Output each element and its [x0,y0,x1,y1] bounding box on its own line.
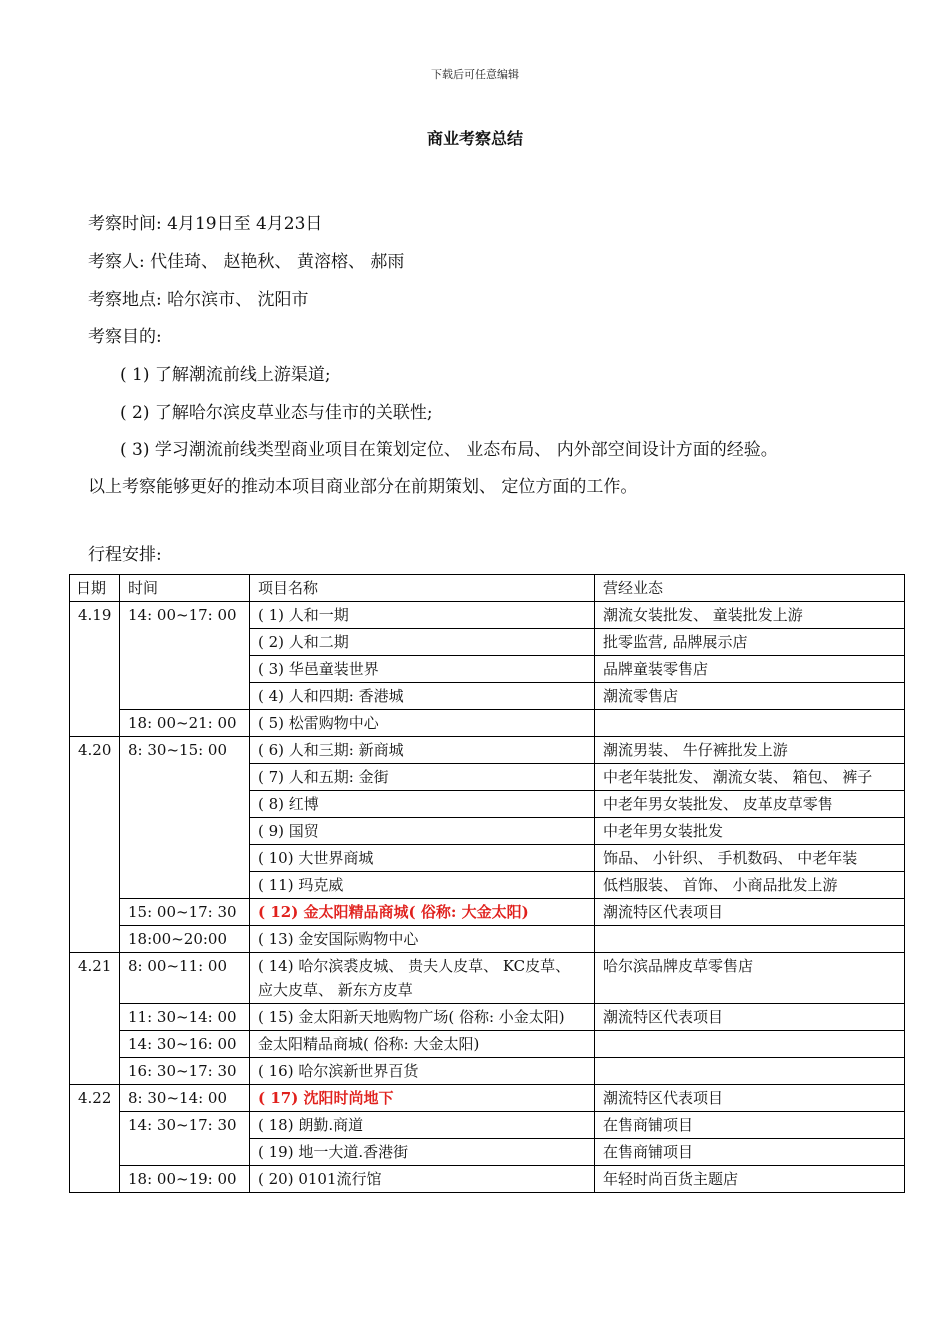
business-cell [595,1031,905,1058]
time-cell: 14: 30~16: 00 [120,1031,250,1058]
business-cell: 在售商铺项目 [595,1139,905,1166]
date-cell: 4.19 [70,602,120,737]
project-cell: ( 10) 大世界商城 [250,845,595,872]
business-cell: 低档服装、 首饰、 小商品批发上游 [595,872,905,899]
table-header-row [70,575,905,602]
project-cell-highlighted: ( 17) 沈阳时尚地下 [250,1085,595,1112]
schedule-label: 行程安排: [88,545,162,565]
project-cell: ( 5) 松雷购物中心 [250,710,595,737]
time-cell: 18: 00~19: 00 [120,1166,250,1193]
time-cell: 14: 30~17: 30 [120,1112,250,1166]
project-cell: ( 3) 华邑童装世界 [250,656,595,683]
business-cell: 中老年男女装批发、 皮革皮草零售 [595,791,905,818]
goal-item: ( 2) 了解哈尔滨皮草业态与佳市的关联性; [120,403,433,423]
time-cell: 18:00~20:00 [120,926,250,953]
document-title: 商业考察总结 [426,129,523,148]
business-cell: 中老年装批发、 潮流女装、 箱包、 裤子 [595,764,905,791]
header-time: 时间 [120,575,250,602]
business-cell: 品牌童装零售店 [595,656,905,683]
project-cell: ( 15) 金太阳新天地购物广场( 俗称: 小金太阳) [250,1004,595,1031]
project-cell: ( 6) 人和三期: 新商城 [250,737,595,764]
time-cell: 8: 00~11: 00 [120,953,250,1004]
time-cell: 16: 30~17: 30 [120,1058,250,1085]
date-cell: 4.22 [70,1085,120,1193]
business-cell: 在售商铺项目 [595,1112,905,1139]
project-cell: ( 14) 哈尔滨裘皮城、 贵夫人皮草、 KC皮草、 应大皮草、 新东方皮草 [250,953,595,1004]
table-row [70,1166,905,1193]
project-cell: ( 16) 哈尔滨新世界百货 [250,1058,595,1085]
table-row [70,1058,905,1085]
date-cell: 4.21 [70,953,120,1085]
header-date: 日期 [70,575,120,602]
business-cell [595,926,905,953]
goal-item: ( 1) 了解潮流前线上游渠道; [120,365,331,385]
business-cell: 潮流特区代表项目 [595,1004,905,1031]
table-row [70,1112,905,1139]
business-cell: 潮流男装、 牛仔裤批发上游 [595,737,905,764]
time-cell: 8: 30~15: 00 [120,737,250,899]
table-row [70,1004,905,1031]
project-cell: ( 9) 国贸 [250,818,595,845]
business-cell [595,710,905,737]
date-cell: 4.20 [70,737,120,953]
project-cell-highlighted: ( 12) 金太阳精品商城( 俗称: 大金太阳) [250,899,595,926]
business-cell: 中老年男女装批发 [595,818,905,845]
summary-text: 以上考察能够更好的推动本项目商业部分在前期策划、 定位方面的工作。 [88,477,638,497]
table-row [70,1085,905,1112]
inspectors: 考察人: 代佳琦、 赵艳秋、 黄溶榕、 郝雨 [88,252,405,272]
table-row [70,926,905,953]
business-cell [595,1058,905,1085]
project-cell: ( 11) 玛克威 [250,872,595,899]
time-cell: 14: 00~17: 00 [120,602,250,710]
business-cell: 哈尔滨品牌皮草零售店 [595,953,905,1004]
business-cell: 潮流女装批发、 童装批发上游 [595,602,905,629]
project-cell: ( 18) 朗勤.商道 [250,1112,595,1139]
project-cell: ( 7) 人和五期: 金街 [250,764,595,791]
time-cell: 8: 30~14: 00 [120,1085,250,1112]
project-cell: ( 20) 0101流行馆 [250,1166,595,1193]
schedule-table [69,574,905,1193]
header-note: 下载后可任意编辑 [431,68,519,81]
table-row [70,953,905,1004]
project-cell: ( 13) 金安国际购物中心 [250,926,595,953]
business-cell: 潮流特区代表项目 [595,899,905,926]
business-cell: 批零监营, 品牌展示店 [595,629,905,656]
project-cell: ( 2) 人和二期 [250,629,595,656]
business-cell: 饰品、 小针织、 手机数码、 中老年装 [595,845,905,872]
table-row [70,710,905,737]
goal-item: ( 3) 学习潮流前线类型商业项目在策划定位、 业态布局、 内外部空间设计方面的经验。 [120,440,778,460]
table-row [70,1031,905,1058]
table-row [70,602,905,629]
project-cell: 金太阳精品商城( 俗称: 大金太阳) [250,1031,595,1058]
business-cell: 年轻时尚百货主题店 [595,1166,905,1193]
purpose-label: 考察目的: [88,327,162,347]
project-cell: ( 19) 地一大道.香港街 [250,1139,595,1166]
project-cell: ( 1) 人和一期 [250,602,595,629]
inspection-place: 考察地点: 哈尔滨市、 沈阳市 [88,290,309,310]
table-row [70,737,905,764]
business-cell: 潮流特区代表项目 [595,1085,905,1112]
project-cell: ( 8) 红博 [250,791,595,818]
header-business: 营经业态 [595,575,905,602]
inspection-time: 考察时间: 4月19日至 4月23日 [88,214,323,234]
time-cell: 11: 30~14: 00 [120,1004,250,1031]
business-cell: 潮流零售店 [595,683,905,710]
time-cell: 18: 00~21: 00 [120,710,250,737]
table-row [70,899,905,926]
header-project: 项目名称 [250,575,595,602]
time-cell: 15: 00~17: 30 [120,899,250,926]
project-cell: ( 4) 人和四期: 香港城 [250,683,595,710]
